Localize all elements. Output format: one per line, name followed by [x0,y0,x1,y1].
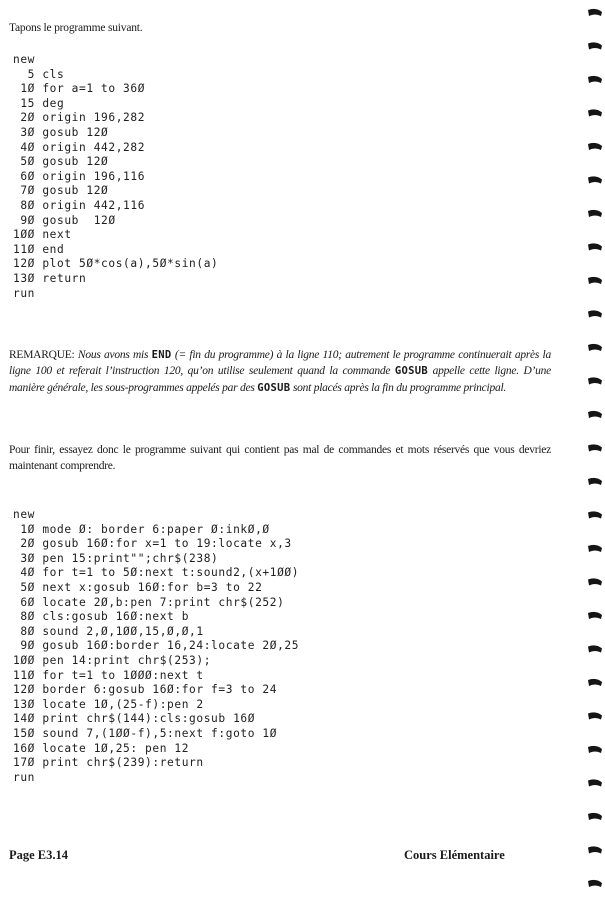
code-line: 3Ø gosub 12Ø [13,125,109,139]
binding-mark [588,310,602,317]
binding-mark [588,545,602,552]
binding-mark [588,411,602,418]
code-line: 11Ø end [13,242,65,256]
code-line: 8Ø sound 2,Ø,1ØØ,15,Ø,Ø,1 [13,624,204,638]
program-listing-1 [13,53,218,301]
code-line: 4Ø origin 442,282 [13,140,146,154]
code-line: 5 cls [13,67,65,81]
code-line: 8Ø cls:gosub 16Ø:next b [13,610,190,624]
remark-text-3: appelle cette ligne. D’une manière générale, les sous-programmes appelés par des [9,365,551,394]
binding-mark [588,277,602,284]
binding-mark [588,344,602,351]
binding-mark [588,377,602,384]
binding-mark [588,243,602,250]
code-line: 5Ø gosub 12Ø [13,155,109,169]
intro-text: Tapons le programme suivant. [9,22,143,34]
binding-mark [588,444,602,451]
closing-paragraph: Pour finir, essayez donc le programme suivant qui contient pas mal de commandes et mots réservés que vous devriez maintenant comprendre. [9,444,551,473]
keyword-end: END [151,349,172,361]
code-line: 4Ø for t=1 to 5Ø:next t:sound2,(x+1ØØ) [13,566,300,580]
keyword-gosub: GOSUB [394,365,429,378]
binding-mark [588,846,602,853]
spiral-binding-decoration [583,0,605,900]
page-number: Page E3.14 [9,848,69,862]
code-line: 1Ø mode Ø: border 6:paper Ø:inkØ,Ø [13,522,270,536]
code-line: 1ØØ pen 14:print chr$(253); [13,653,212,667]
binding-mark [588,779,602,786]
code-line: 2Ø gosub 16Ø:for x=1 to 19:locate x,3 [13,537,292,551]
code-line: 8Ø origin 442,116 [13,198,146,212]
binding-mark [588,679,602,686]
code-line: 9Ø gosub 12Ø [13,213,116,227]
code-line: 15 deg [13,96,65,110]
binding-mark [588,813,602,820]
binding-mark [588,746,602,753]
code-line: 1ØØ next [13,228,72,242]
binding-mark [588,645,602,652]
remark-text-1: Nous avons mis [74,349,152,361]
binding-mark [588,578,602,585]
code-line: 15Ø sound 7,(1ØØ-f),5:next f:goto 1Ø [13,726,278,740]
remark-text-2: (= fin du programme) à la ligne 110; autrement le programme continuerait après la ligne 100 et referait l’instruction 120, qu’on utilise seulement quand la commande [9,349,551,378]
binding-mark [588,210,602,217]
code-line: 14Ø print chr$(144):cls:gosub 16Ø [13,712,256,726]
code-line: 2Ø origin 196,282 [13,111,146,125]
binding-mark [588,880,602,887]
binding-mark [588,712,602,719]
binding-mark [588,143,602,150]
code-line: run [13,286,36,300]
program-listing-2 [13,508,299,785]
binding-mark [588,176,602,183]
remark-paragraph [9,347,551,396]
code-line: new [13,508,36,521]
course-title: Cours Elémentaire [404,848,505,862]
code-line: 1Ø for a=1 to 36Ø [13,82,146,96]
code-line: 3Ø pen 15:print"";chr$(238) [13,551,219,565]
code-line: 12Ø plot 5Ø*cos(a),5Ø*sin(a) [13,257,219,271]
binding-mark [588,76,602,83]
binding-mark [588,9,602,16]
binding-mark [588,42,602,49]
binding-mark [588,612,602,619]
code-line: run [13,770,36,784]
code-line: 9Ø gosub 16Ø:border 16,24:locate 2Ø,25 [13,639,300,653]
code-line: 11Ø for t=1 to 1ØØØ:next t [13,668,204,682]
code-line: 17Ø print chr$(239):return [13,756,204,770]
code-line: 5Ø next x:gosub 16Ø:for b=3 to 22 [13,580,263,594]
binding-mark [588,109,602,116]
code-line: 6Ø origin 196,116 [13,169,146,183]
code-line: 7Ø gosub 12Ø [13,184,109,198]
binding-mark [588,511,602,518]
remark-text-4: sont placés après la fin du programme principal. [290,381,507,394]
code-line: new [13,53,36,66]
code-line: 13Ø return [13,271,87,285]
code-line: 13Ø locate 1Ø,(25-f):pen 2 [13,697,204,711]
code-line: 16Ø locate 1Ø,25: pen 12 [13,741,190,755]
code-line: 12Ø border 6:gosub 16Ø:for f=3 to 24 [13,683,278,697]
keyword-gosub-2: GOSUB [257,381,291,394]
remark-label: REMARQUE: [9,349,75,361]
code-line: 6Ø locate 2Ø,b:pen 7:print chr$(252) [13,595,285,609]
binding-mark [588,478,602,485]
